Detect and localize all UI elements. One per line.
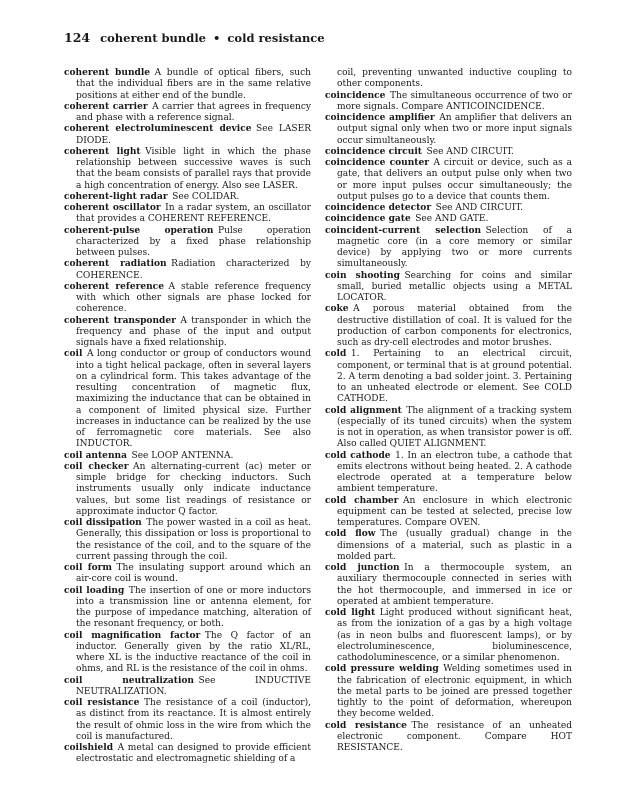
dictionary-entry: [64, 192, 311, 203]
entry-definition: The alignment of a tracking system (especially of its tuned circuits) when the system is not in operation, as when transistor power is off. Also called QUIET ALIGNMENT.: [337, 405, 572, 450]
entry-headword: coincidence: [325, 90, 386, 101]
entry-definition: The insertion of one or more inductors into a transmission line or antenna element, for the purpose of impedance matching, alteration of the resonant frequency, or both.: [76, 585, 311, 630]
entry-definition: Searching for coins and similar small, buried metallic objects using a METAL LOCATOR.: [337, 270, 572, 303]
entry-headword: coincidence amplifier: [325, 113, 435, 123]
dictionary-entry: [64, 147, 311, 192]
entry-headword: coherent oscillator: [64, 203, 161, 213]
entry-headword: cold chamber: [325, 495, 399, 506]
dictionary-entry: [64, 586, 311, 631]
dictionary-entry: [325, 608, 572, 664]
entry-definition: Radiation characterized by COHERENCE.: [76, 259, 311, 281]
dictionary-entry: [325, 203, 572, 214]
entry-definition: Visible light in which the phase relationship between successive waves is such that the beam consists of parallel rays that provide a high concentration of energy. Also see LASER.: [76, 146, 311, 191]
entry-definition: The (usually gradual) change in the dimensions of a material, such as plastic in a molded part.: [337, 529, 573, 562]
entry-definition: The simultaneous occurrence of two or more signals. Compare ANTICOINCIDENCE.: [337, 90, 572, 112]
page-number: 124: [64, 30, 91, 45]
entry-definition: A transponder in which the frequency and phase of the input and output signals have a fixed relationship.: [76, 315, 311, 348]
entry-headword: coherent reference: [64, 281, 164, 292]
entry-headword: coherent radiation: [64, 259, 167, 270]
entry-definition: See AND CIRCUIT.: [426, 146, 514, 157]
entry-headword: coil resistance: [64, 698, 140, 708]
entry-headword: coil form: [64, 563, 112, 573]
entry-definition: See INDUCTIVE NEUTRALIZATION.: [76, 675, 311, 697]
entry-headword: coherent carrier: [64, 101, 148, 112]
entry-definition: See AND CIRCUIT.: [435, 203, 523, 213]
dictionary-entry: [64, 203, 311, 226]
dictionary-entry: [325, 721, 572, 755]
entry-definition: In a thermocouple system, an auxiliary thermocouple connected in series with the hot thermocouple, and immersed in ice or operated at ambient temperature.: [337, 563, 572, 607]
entry-headword: coincidence counter: [325, 158, 429, 168]
dictionary-entry: [325, 147, 572, 158]
entry-definition: Pulse operation characterized by a fixed phase relationship between pulses.: [76, 225, 311, 258]
dictionary-entry: [64, 124, 311, 147]
entry-definition: See AND GATE.: [415, 214, 489, 225]
entry-headword: coherent electroluminescent device: [64, 124, 252, 135]
entry-headword: cold alignment: [325, 405, 402, 416]
dictionary-entry: [325, 113, 572, 147]
dictionary-entry: [325, 226, 572, 271]
entry-headword: coherent-pulse operation: [64, 225, 214, 236]
entry-definition: Selection of a magnetic core (in a core memory or similar device) by applying two or more currents simultaneously.: [337, 225, 573, 270]
dictionary-entry: [325, 349, 572, 405]
entry-headword: coilshield: [64, 743, 114, 753]
guide-word-first: coherent bundle: [100, 31, 207, 45]
entry-definition: The Q factor of an inductor. Generally given by the ratio XL/RL, where XL is the inductive reactance of the coil in ohms, and RL is the resistance of the coil in ohms.: [76, 630, 311, 675]
entry-headword: cold flow: [325, 529, 376, 540]
entry-definition: 1. In an electron tube, a cathode that emits electrons without being heated. 2. A cathode electrode operated at a temperature below ambient temperature.: [337, 450, 572, 495]
dictionary-entry: [64, 743, 311, 766]
entry-definition: See COLIDAR.: [172, 191, 240, 202]
entry-definition: The resistance of an unheated electronic component. Compare HOT RESISTANCE.: [337, 720, 572, 753]
entry-headword: coherent light: [64, 146, 141, 157]
entry-headword: coincidence gate: [325, 214, 411, 225]
entry-definition: coil, preventing unwanted inductive coupling to other components.: [337, 68, 572, 90]
entry-headword: coincidence circuit: [325, 146, 422, 157]
entry-headword: cold light: [325, 608, 376, 618]
entry-headword: coil magnification factor: [64, 630, 201, 641]
guide-separator: •: [213, 31, 221, 45]
dictionary-entry: [325, 451, 572, 496]
entry-headword: coil loading: [64, 585, 125, 596]
dictionary-entry: [64, 102, 311, 125]
dictionary-entry: [325, 563, 572, 608]
entry-headword: cold junction: [325, 563, 400, 573]
dictionary-entry: [64, 631, 311, 676]
entry-definition: An amplifier that delivers an output signal only when two or more input signals occur simultaneously.: [337, 113, 572, 146]
dictionary-entry: [325, 664, 572, 720]
entry-headword: coil dissipation: [64, 518, 142, 528]
dictionary-entry: [64, 259, 311, 282]
entry-headword: cold resistance: [325, 720, 407, 731]
right-column: [325, 68, 572, 754]
dictionary-entry: [325, 158, 572, 203]
entry-definition: See LOOP ANTENNA.: [131, 450, 234, 461]
entry-definition: 1. Pertaining to an electrical circuit, component, or terminal that is at ground potential. 2. A term denoting a bad solder joint. 3. Pertaining to an unheated electrode or element. See COLD CATHODE.: [337, 349, 572, 405]
page-header: [64, 30, 325, 45]
dictionary-entry: [64, 676, 311, 699]
entry-definition: A carrier that agrees in frequency and phase with a reference signal.: [76, 101, 311, 123]
entry-definition: The insulating support around which an air-core coil is wound.: [76, 563, 311, 585]
dictionary-entry: [325, 214, 572, 225]
entry-headword: coil: [64, 349, 83, 360]
entry-headword: cold cathode: [325, 450, 391, 461]
entry-headword: coil checker: [64, 461, 129, 472]
dictionary-entry: [64, 349, 311, 450]
entry-definition: A circuit or device, such as a gate, that delivers an output pulse only when two or more input pulses occur simultaneously; the output pulses go to a device that counts them.: [337, 158, 572, 202]
dictionary-entry: [325, 529, 572, 563]
entry-definition: A stable reference frequency with which other signals are phase locked for coherence.: [76, 281, 311, 315]
dictionary-entry: [64, 226, 311, 260]
entry-definition: A long conductor or group of conductors wound into a tight helical package, often in several layers on a cylindrical form. This takes advantage of the resulting concentration of magnetic flux, maximizing the inductance that can be obtained in a component of limited physical size. Further increases in inductance can be realized by the use of ferromagnetic core materials. See also INDUCTOR.: [76, 349, 311, 450]
entry-definition: An enclosure in which electronic equipment can be tested at selected, precise low temperatures. Compare OVEN.: [337, 495, 572, 528]
entry-definition: A porous material obtained from the destructive distillation of coal. It is valued for the production of carbon components for electronics, such as dry-cell electrodes and motor brushes.: [337, 304, 572, 348]
entry-definition: Welding sometimes used in the fabrication of electronic equipment, in which the metal parts to be joined are pressed together tightly to the point of deformation, whereupon they become welded.: [337, 664, 573, 720]
dictionary-entry: [64, 282, 311, 316]
entry-definition: An alternating-current (ac) meter or simple bridge for checking inductors. Such instruments usually only indicate inductance values, but some list readings of resistance or approximate inductor Q factor.: [76, 461, 311, 517]
entry-headword: coincident-current selection: [325, 225, 482, 236]
entry-headword: coil antenna: [64, 450, 127, 461]
dictionary-entry: [325, 406, 572, 451]
dictionary-entry: [64, 462, 311, 518]
dictionary-entry: [64, 563, 311, 586]
left-column: [64, 68, 311, 766]
dictionary-entry: [325, 304, 572, 349]
entry-headword: cold pressure welding: [325, 664, 439, 675]
dictionary-entry: [325, 91, 572, 114]
dictionary-entry: [64, 518, 311, 563]
entry-headword: coin shooting: [325, 270, 400, 281]
entry-definition: Light produced without significant heat, as from the ionization of a gas by a high voltage (as in neon bulbs and fluorescent lamps), or by electroluminescence, bioluminescence, cathodoluminescence, or a similar phenomenon.: [337, 608, 572, 663]
entry-definition: A bundle of optical fibers, such that the individual fibers are in the same relative positions at either end of the bundle.: [76, 68, 311, 101]
entry-definition: In a radar system, an oscillator that provides a COHERENT REFERENCE.: [76, 203, 311, 225]
dictionary-entry: [325, 496, 572, 530]
dictionary-entry: [64, 68, 311, 102]
entry-definition: The power wasted in a coil as heat. Generally, this dissipation or loss is proportional to the resistance of the coil, and to the square of the current passing through the coil.: [76, 518, 311, 562]
entry-headword: coil neutralization: [64, 675, 195, 686]
entry-headword: coincidence detector: [325, 203, 432, 213]
entry-headword: coke: [325, 304, 349, 315]
dictionary-entry: [64, 316, 311, 350]
dictionary-entry: [325, 271, 572, 305]
entry-headword: coherent transponder: [64, 315, 176, 326]
dictionary-entry: [325, 68, 572, 91]
entry-definition: See LASER DIODE.: [76, 124, 312, 146]
entry-definition: The resistance of a coil (inductor), as distinct from its reactance. It is almost entirely the result of ohmic loss in the wire from which the coil is manufactured.: [76, 698, 311, 742]
guide-word-last: cold resistance: [227, 31, 325, 45]
entry-definition: A metal can designed to provide efficient electrostatic and electromagnetic shielding of a: [76, 743, 311, 765]
entry-headword: cold: [325, 349, 347, 360]
entry-headword: coherent bundle: [64, 68, 151, 78]
entry-headword: coherent-light radar: [64, 191, 168, 202]
dictionary-entry: [64, 451, 311, 462]
dictionary-entry: [64, 698, 311, 743]
